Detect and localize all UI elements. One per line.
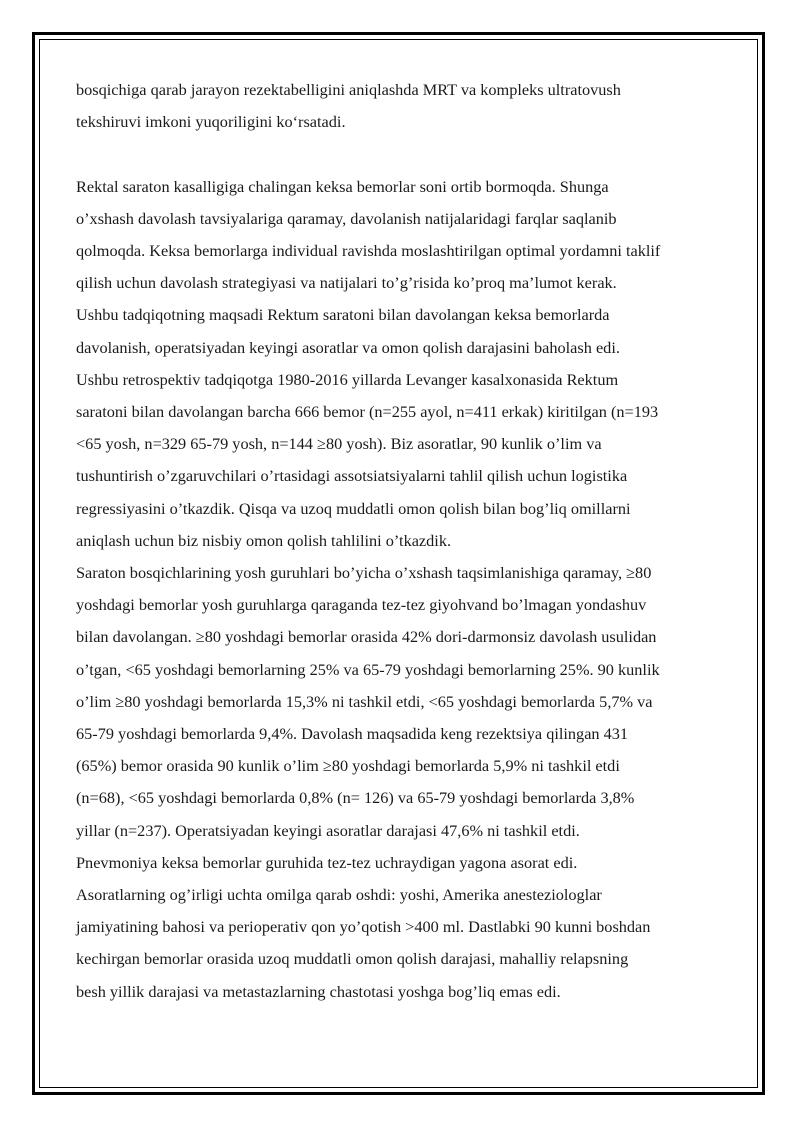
text-line: (n=68), <65 yoshdagi bemorlarda 0,8% (n= 126) va 65-79 yoshdagi bemorlarda 3,8% — [76, 788, 635, 808]
paragraph-intro — [76, 74, 736, 138]
document-body — [76, 74, 736, 1008]
text-line: tushuntirish o’zgaruvchilari o’rtasidagi assotsiatsiyalarni tahlil qilish uchun logistika — [76, 466, 628, 486]
paragraph-main — [76, 171, 736, 1008]
text-line: Saraton bosqichlarining yosh guruhlari bo’yicha o’xshash taqsimlanishiga qaramay, ≥80 — [76, 563, 652, 583]
text-line: o’xshash davolash tavsiyalariga qaramay, davolanish natijalaridagi farqlar saqlanib — [76, 208, 617, 228]
text-line: jamiyatining bahosi va perioperativ qon yo’qotish >400 ml. Dastlabki 90 kunni boshdan — [76, 917, 651, 937]
text-line: bilan davolangan. ≥80 yoshdagi bemorlar orasida 42% dori-darmonsiz davolash usulidan — [76, 627, 657, 647]
text-line: Ushbu retrospektiv tadqiqotga 1980-2016 yillarda Levanger kasalxonasida Rektum — [76, 369, 619, 389]
paragraph-spacer — [76, 138, 736, 170]
text-line: <65 yosh, n=329 65-79 yosh, n=144 ≥80 yosh). Biz asoratlar, 90 kunlik o’lim va — [76, 434, 602, 454]
text-line: yillar (n=237). Operatsiyadan keyingi asoratlar darajasi 47,6% ni tashkil etdi. — [76, 820, 580, 840]
text-line: aniqlash uchun biz nisbiy omon qolish tahlilini o’tkazdik. — [76, 530, 452, 550]
text-line: o’tgan, <65 yoshdagi bemorlarning 25% va 65-79 yoshdagi bemorlarning 25%. 90 kunlik — [76, 659, 660, 679]
text-line: (65%) bemor orasida 90 kunlik o’lim ≥80 yoshdagi bemorlarda 5,9% ni tashkil etdi — [76, 756, 620, 776]
text-line: besh yillik darajasi va metastazlarning chastotasi yoshga bog’liq emas edi. — [76, 981, 561, 1001]
text-line: bosqichiga qarab jarayon rezektabelligini aniqlashda MRT va kompleks ultratovush — [76, 80, 621, 99]
text-line: o’lim ≥80 yoshdagi bemorlarda 15,3% ni tashkil etdi, <65 yoshdagi bemorlarda 5,7% va — [76, 691, 653, 711]
text-line: Asoratlarning og’irligi uchta omilga qarab oshdi: yoshi, Amerika anesteziologlar — [76, 885, 602, 905]
text-line: Ushbu tadqiqotning maqsadi Rektum saratoni bilan davolangan keksa bemorlarda — [76, 305, 610, 325]
text-line: tekshiruvi imkoni yuqoriligini ko‘rsatadi. — [76, 112, 346, 132]
text-line: Rektal saraton kasalligiga chalingan keksa bemorlar soni ortib bormoqda. Shunga — [76, 176, 609, 196]
text-line: davolanish, operatsiyadan keyingi asoratlar va omon qolish darajasini baholash edi. — [76, 337, 620, 357]
text-line: Pnevmoniya keksa bemorlar guruhida tez-tez uchraydigan yagona asorat edi. — [76, 852, 578, 872]
text-line: 65-79 yoshdagi bemorlarda 9,4%. Davolash maqsadida keng rezektsiya qilingan 431 — [76, 724, 629, 744]
text-line: qolmoqda. Keksa bemorlarga individual ravishda moslashtirilgan optimal yordamni taklif — [76, 241, 661, 260]
text-line: qilish uchun davolash strategiyasi va natijalari to’g’risida ko’proq ma’lumot kerak. — [76, 273, 617, 293]
text-line: regressiyasini o’tkazdik. Qisqa va uzoq muddatli omon qolish bilan bog’liq omillarni — [76, 498, 631, 518]
text-line: kechirgan bemorlar orasida uzoq muddatli omon qolish darajasi, mahalliy relapsning — [76, 949, 629, 969]
text-line: saratoni bilan davolangan barcha 666 bemor (n=255 ayol, n=411 erkak) kiritilgan (n=193 — [76, 402, 659, 422]
text-line: yoshdagi bemorlar yosh guruhlarga qaraganda tez-tez giyohvand bo’lmagan yondashuv — [76, 595, 647, 615]
